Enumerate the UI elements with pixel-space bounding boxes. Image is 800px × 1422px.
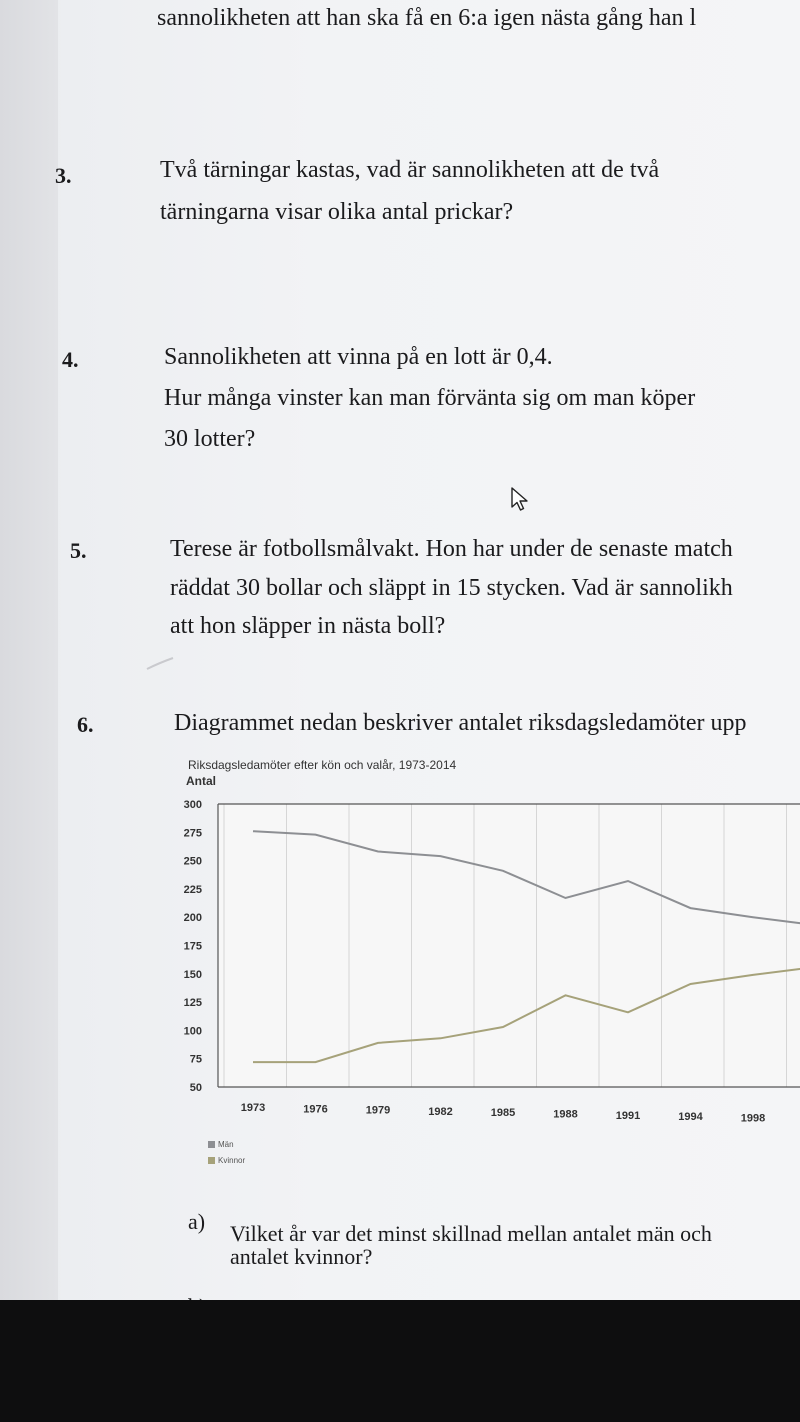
legend-item-kvinnor bbox=[208, 1156, 245, 1165]
screen-bezel bbox=[0, 1300, 800, 1422]
pencil-mark bbox=[145, 655, 185, 675]
legend-swatch-kvinnor bbox=[208, 1157, 215, 1164]
y-tick-label: 100 bbox=[183, 1025, 202, 1038]
page-margin bbox=[0, 0, 58, 1308]
question-6-number: 6. bbox=[77, 712, 94, 737]
line-chart bbox=[170, 752, 800, 1182]
y-tick-label: 225 bbox=[183, 883, 202, 896]
y-tick-label: 75 bbox=[189, 1053, 202, 1066]
question-5-line-1: Terese är fotbollsmålvakt. Hon har under de senaste match bbox=[170, 536, 733, 562]
legend-swatch-man bbox=[208, 1141, 215, 1148]
y-tick-label: 250 bbox=[183, 855, 202, 868]
x-tick-label: 1976 bbox=[303, 1103, 328, 1116]
x-tick-label: 1985 bbox=[490, 1107, 516, 1120]
legend-item-man bbox=[208, 1140, 234, 1149]
x-tick-label: 1982 bbox=[428, 1105, 453, 1118]
legend-label-kvinnor: Kvinnor bbox=[218, 1156, 246, 1165]
y-tick-label: 200 bbox=[183, 912, 202, 925]
plot-area bbox=[218, 804, 800, 1087]
y-tick-label: 125 bbox=[183, 997, 202, 1010]
continued-question-line: sannolikheten att han ska få en 6:a igen nästa gång han l bbox=[157, 5, 697, 31]
question-6-line-1: Diagrammet nedan beskriver antalet riksdagsledamöter upp bbox=[174, 710, 747, 736]
question-4-line-3: 30 lotter? bbox=[164, 426, 256, 452]
chart-plot bbox=[170, 782, 800, 1182]
y-tick-label: 300 bbox=[183, 799, 202, 811]
question-5-line-3: att hon släpper in nästa boll? bbox=[170, 613, 446, 639]
mouse-pointer-icon bbox=[510, 487, 530, 513]
question-4-line-2: Hur många vinster kan man förvänta sig om man köper bbox=[164, 385, 696, 411]
subquestion-a-line-2: antalet kvinnor? bbox=[230, 1244, 373, 1269]
question-3-line-1: Två tärningar kastas, vad är sannolikheten att de två bbox=[160, 157, 660, 183]
y-tick-label: 50 bbox=[189, 1082, 202, 1094]
y-tick-label: 150 bbox=[183, 968, 202, 981]
x-tick-label: 1998 bbox=[740, 1112, 766, 1125]
y-tick-label: 175 bbox=[183, 940, 202, 953]
chart-title: Riksdagsledamöter efter kön och valår, 1973-2014 bbox=[188, 758, 457, 772]
x-tick-label: 1994 bbox=[678, 1111, 703, 1124]
question-3-number: 3. bbox=[55, 163, 72, 188]
question-4-number: 4. bbox=[62, 347, 79, 372]
x-tick-label: 1979 bbox=[365, 1104, 391, 1117]
x-tick-label: 1973 bbox=[240, 1102, 266, 1114]
question-5-number: 5. bbox=[70, 538, 87, 563]
subquestion-a-label: a) bbox=[188, 1209, 206, 1234]
question-3-line-2: tärningarna visar olika antal prickar? bbox=[160, 199, 514, 225]
y-tick-label: 275 bbox=[183, 827, 202, 840]
subquestion-a-line-1: Vilket år var det minst skillnad mellan antalet män och bbox=[230, 1221, 712, 1246]
chart-y-axis-label: Antal bbox=[186, 774, 216, 788]
legend-label-man: Män bbox=[218, 1140, 234, 1149]
x-tick-label: 1988 bbox=[553, 1108, 578, 1121]
x-tick-label: 1991 bbox=[615, 1109, 641, 1122]
question-5-line-2: räddat 30 bollar och släppt in 15 stycken. Vad är sannolikh bbox=[170, 575, 733, 601]
question-4-line-1: Sannolikheten att vinna på en lott är 0,4. bbox=[164, 344, 553, 370]
